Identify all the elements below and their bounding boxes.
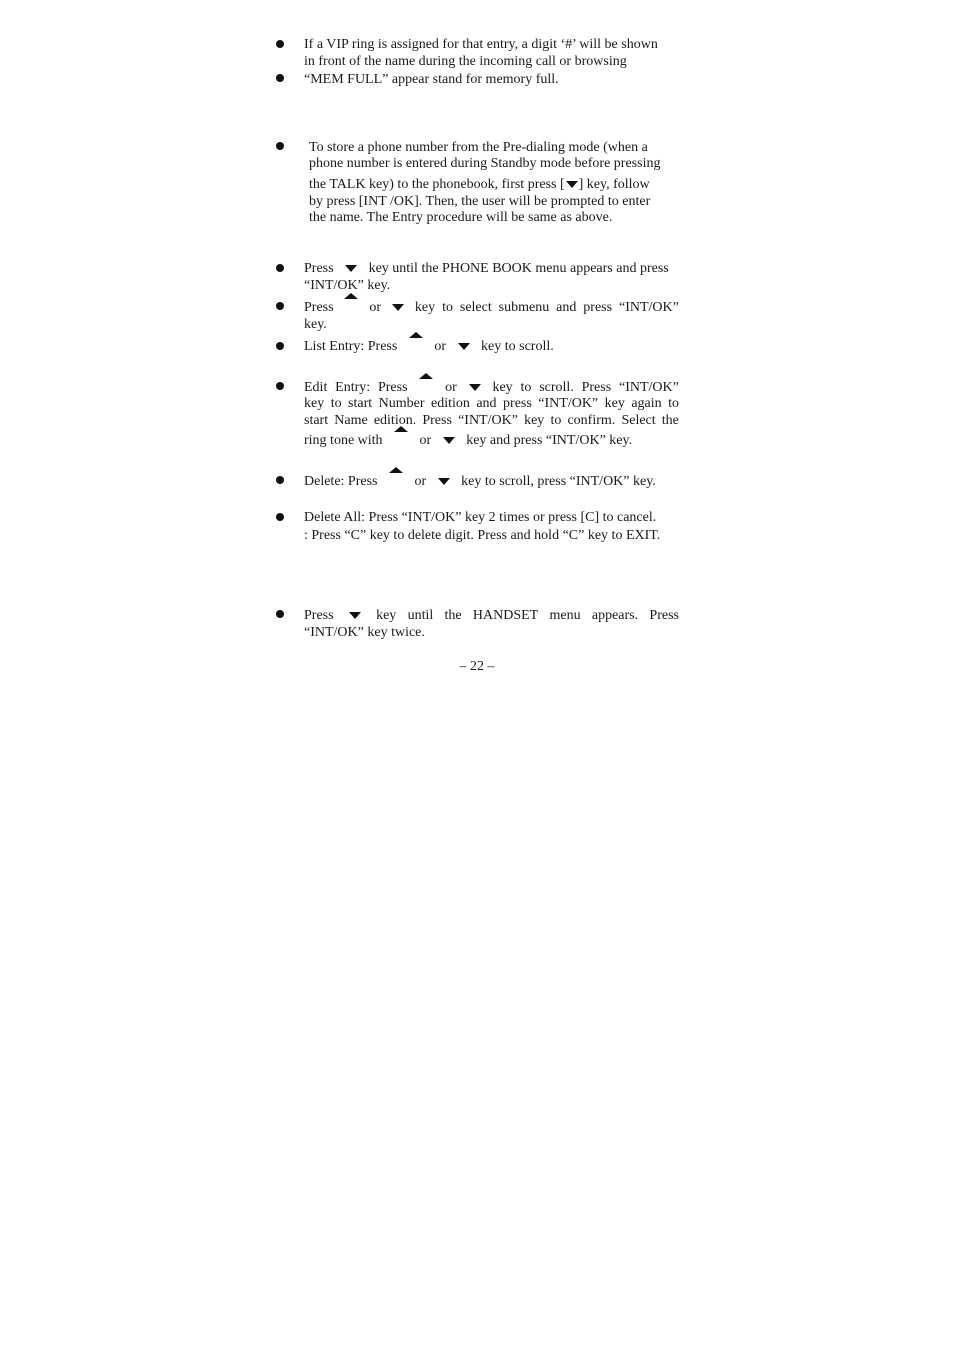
bullet bbox=[276, 142, 284, 150]
down-arrow-icon bbox=[469, 384, 481, 391]
vip-line-2: in front of the name during the incoming call or browsing bbox=[304, 54, 627, 69]
up-arrow-icon bbox=[419, 373, 433, 379]
handset-line-1: Press key until the HANDSET menu appears. Press bbox=[304, 608, 679, 623]
store-line-3: the TALK key) to the phonebook, first press [ ] key, follow bbox=[309, 177, 650, 192]
store-line-4: by press [INT /OK]. Then, the user will be prompted to enter bbox=[309, 194, 651, 209]
down-arrow-icon bbox=[566, 181, 578, 188]
up-arrow-icon bbox=[389, 467, 403, 473]
edit-line-1: Edit Entry: Press or key to scroll. Press “INT/OK” bbox=[304, 379, 679, 396]
bullet bbox=[276, 74, 284, 82]
memfull-line: “MEM FULL” appear stand for memory full. bbox=[304, 72, 559, 87]
down-arrow-icon bbox=[443, 437, 455, 444]
handset-line-2: “INT/OK” key twice. bbox=[304, 625, 425, 640]
bullet bbox=[276, 476, 284, 484]
edit-line-4: ring tone with or key and press “INT/OK” key. bbox=[304, 432, 632, 449]
bullet bbox=[276, 610, 284, 618]
bullet bbox=[276, 342, 284, 350]
submenu-line-2: key. bbox=[304, 317, 327, 332]
submenu-line-1: Press or key to select submenu and press “INT/OK” bbox=[304, 299, 679, 316]
up-arrow-icon bbox=[409, 332, 423, 338]
list-line: List Entry: Press or key to scroll. bbox=[304, 338, 554, 355]
down-arrow-icon bbox=[438, 478, 450, 485]
vip-line-1: If a VIP ring is assigned for that entry, a digit ‘#’ will be shown bbox=[304, 37, 658, 52]
store-line-5: the name. The Entry procedure will be same as above. bbox=[309, 210, 613, 225]
bullet bbox=[276, 382, 284, 390]
delete-line: Delete: Press or key to scroll, press “INT/OK” key. bbox=[304, 473, 656, 490]
up-arrow-icon bbox=[344, 293, 358, 299]
deleteall-line-2: : Press “C” key to delete digit. Press and hold “C” key to EXIT. bbox=[304, 528, 661, 543]
bullet bbox=[276, 264, 284, 272]
down-arrow-icon bbox=[392, 304, 404, 311]
down-arrow-icon bbox=[345, 265, 357, 272]
edit-line-3: start Name edition. Press “INT/OK” key to confirm. Select the bbox=[304, 413, 679, 428]
down-arrow-icon bbox=[349, 612, 361, 619]
phonebook-line-2: “INT/OK” key. bbox=[304, 278, 391, 293]
up-arrow-icon bbox=[394, 426, 408, 432]
bullet bbox=[276, 302, 284, 310]
deleteall-line-1: Delete All: Press “INT/OK” key 2 times or press [C] to cancel. bbox=[304, 510, 657, 525]
phonebook-line-1: Press key until the PHONE BOOK menu appears and press bbox=[304, 261, 669, 276]
bullet bbox=[276, 513, 284, 521]
bullet bbox=[276, 40, 284, 48]
edit-line-2: key to start Number edition and press “INT/OK” key again to bbox=[304, 396, 679, 411]
page-number: – 22 – bbox=[459, 659, 495, 674]
store-line-2: phone number is entered during Standby mode before pressing bbox=[309, 156, 661, 171]
down-arrow-icon bbox=[458, 343, 470, 350]
store-line-1: To store a phone number from the Pre-dialing mode (when a bbox=[309, 140, 648, 155]
